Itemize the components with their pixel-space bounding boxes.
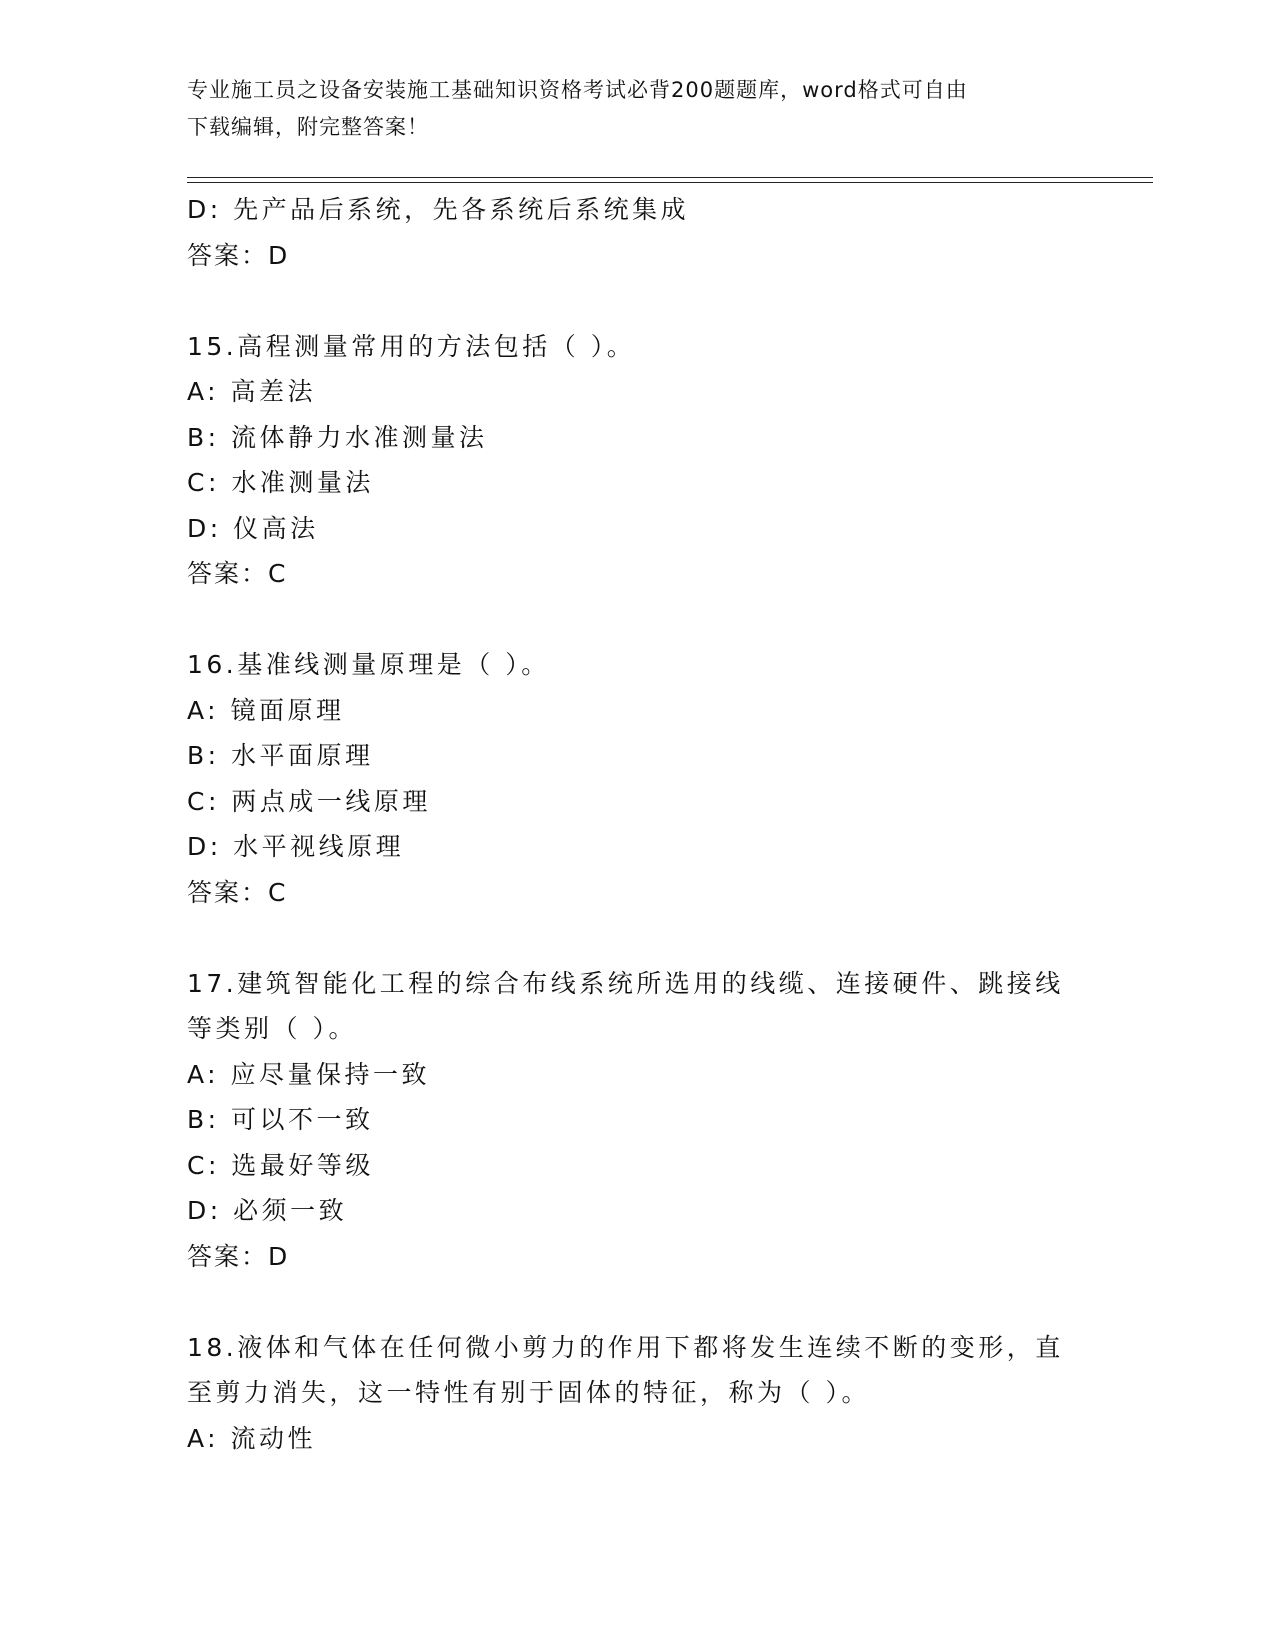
header-line-1: 专业施工员之设备安装施工基础知识资格考试必背200题题库，word格式可自由	[187, 78, 968, 102]
header-rule-bottom	[187, 182, 1153, 183]
question-17	[187, 961, 1087, 1280]
option-d: D: 水平视线原理	[187, 832, 405, 861]
option-d: D: 先产品后系统，先各系统后系统集成	[187, 195, 690, 224]
option-a: A: 应尽量保持一致	[187, 1059, 431, 1089]
spacer	[187, 278, 1087, 324]
option-a: A: 镜面原理	[187, 695, 345, 725]
answer-line: 答案：D	[187, 240, 290, 270]
question-15	[187, 324, 1087, 597]
header-line-2: 下载编辑，附完整答案！	[187, 115, 429, 139]
spacer	[187, 597, 1087, 643]
option-b: B: 水平面原理	[187, 741, 374, 770]
carryover-block	[187, 187, 1087, 278]
spacer	[187, 915, 1087, 961]
question-16	[187, 642, 1087, 915]
question-stem-continued: 至剪力消失，这一特性有别于固体的特征，称为（ ）。	[187, 1378, 870, 1407]
option-a: A: 高差法	[187, 377, 317, 406]
option-d: D: 仪高法	[187, 513, 319, 543]
question-content	[187, 187, 1087, 1461]
answer-line: 答案：C	[187, 877, 288, 907]
option-c: C: 水准测量法	[187, 468, 374, 497]
question-stem: 18.液体和气体在任何微小剪力的作用下都将发生连续不断的变形，直	[187, 1332, 1064, 1362]
question-stem-continued: 等类别（ ）。	[187, 1014, 357, 1043]
option-b: B: 可以不一致	[187, 1105, 374, 1134]
option-d: D: 必须一致	[187, 1196, 348, 1225]
option-c: C: 选最好等级	[187, 1150, 374, 1180]
option-c: C: 两点成一线原理	[187, 786, 431, 816]
question-18	[187, 1325, 1087, 1462]
header-rule-top	[187, 177, 1153, 178]
answer-line: 答案：C	[187, 559, 288, 588]
option-b: B: 流体静力水准测量法	[187, 422, 488, 452]
question-stem: 17.建筑智能化工程的综合布线系统所选用的线缆、连接硬件、跳接线	[187, 968, 1064, 998]
spacer	[187, 1279, 1087, 1325]
question-stem: 16.基准线测量原理是（ ）。	[187, 650, 550, 679]
document-header	[187, 72, 1067, 146]
answer-line: 答案：D	[187, 1241, 290, 1271]
question-stem: 15.高程测量常用的方法包括（ ）。	[187, 331, 636, 361]
option-a: A: 流动性	[187, 1423, 317, 1453]
